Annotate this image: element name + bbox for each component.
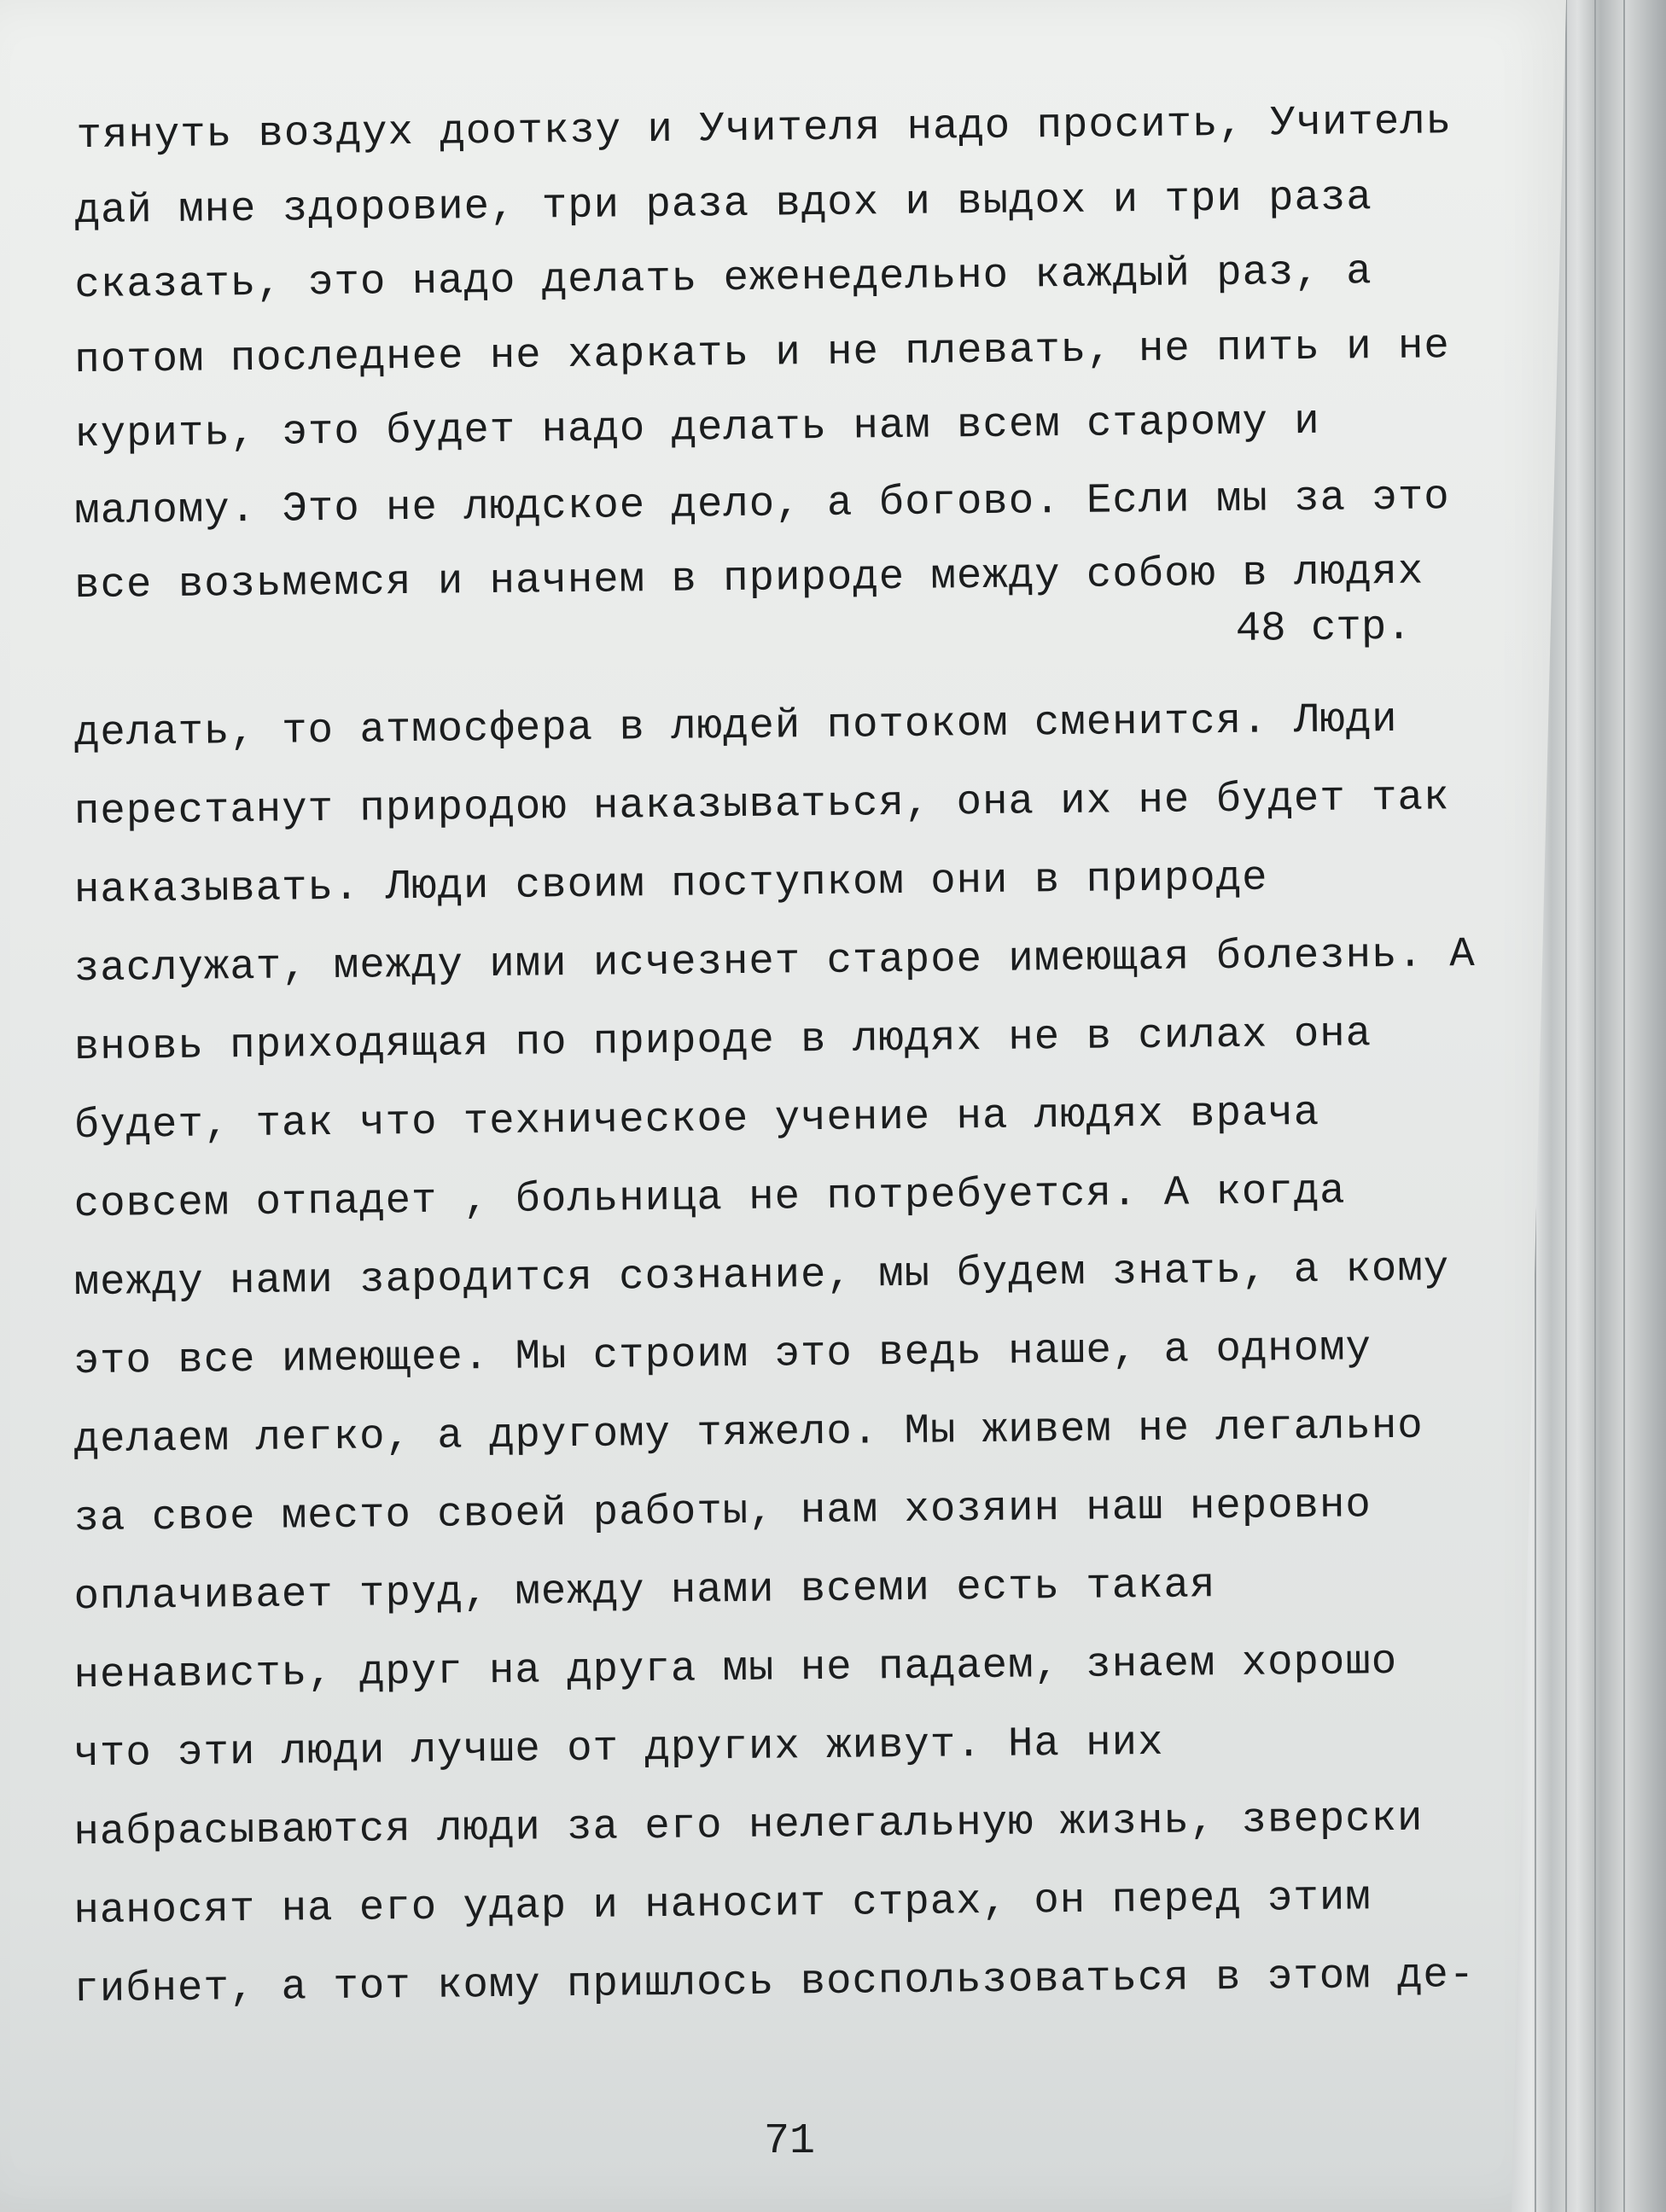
text-line: между нами зародится сознание, мы будем знать, а кому xyxy=(73,1244,1450,1307)
page-marker: 48 стр. xyxy=(1235,602,1412,653)
text-line: оплачивает труд, между нами всеми есть такая xyxy=(73,1561,1216,1621)
text-line: потом последнее не харкать и не плевать, не пить и не xyxy=(74,322,1451,385)
text-line: все возьмемся и начнем в природе между собою в людях xyxy=(73,547,1424,610)
text-line: курить, это будет надо делать нам всем старому и xyxy=(74,397,1320,459)
text-line: делаем легко, а другому тяжело. Мы живем не легально xyxy=(73,1401,1424,1464)
text-line: наносят на его удар и наносит страх, он перед этим xyxy=(73,1873,1372,1936)
text-line: это все имеющее. Мы строим это ведь наше, а одному xyxy=(73,1324,1372,1386)
text-line: сказать, это надо делать еженедельно каждый раз, а xyxy=(74,247,1372,310)
text-line: ненависть, друг на друга мы не падаем, знаем хорошо xyxy=(73,1637,1398,1700)
text-line: что эти люди лучше от других живут. На них xyxy=(73,1718,1164,1778)
text-line: за свое место своей работы, нам хозяин наш неровно xyxy=(73,1481,1372,1543)
text-line: делать, то атмосфера в людей потоком сменится. Люди xyxy=(73,695,1398,758)
text-line: заслужат, между ими исчезнет старое имеющая болезнь. А xyxy=(73,929,1476,993)
text-line: совсем отпадет , больница не потребуется. А когда xyxy=(73,1167,1346,1229)
text-line: тянуть воздух дооткзу и Учителя надо просить, Учитель xyxy=(76,97,1453,160)
text-line: наказывать. Люди своим поступком они в природе xyxy=(73,853,1268,915)
text-line: набрасываются люди за его нелегальную жизнь, зверски xyxy=(73,1794,1424,1857)
text-line: гибнет, а тот кому пришлось воспользоваться в этом де- xyxy=(73,1951,1476,2014)
text-line: будет, так что техническое учение на людях врача xyxy=(73,1088,1320,1150)
text-line: вновь приходящая по природе в людях не в силах она xyxy=(73,1010,1372,1072)
text-line: перестанут природою наказываться, она их не будет так xyxy=(73,773,1450,836)
text-line: малому. Это не людское дело, а богово. Если мы за это xyxy=(73,473,1450,536)
text-line: дай мне здоровие, три раза вдох и выдох и три раза xyxy=(74,173,1373,236)
page-number: 71 xyxy=(763,2117,815,2166)
